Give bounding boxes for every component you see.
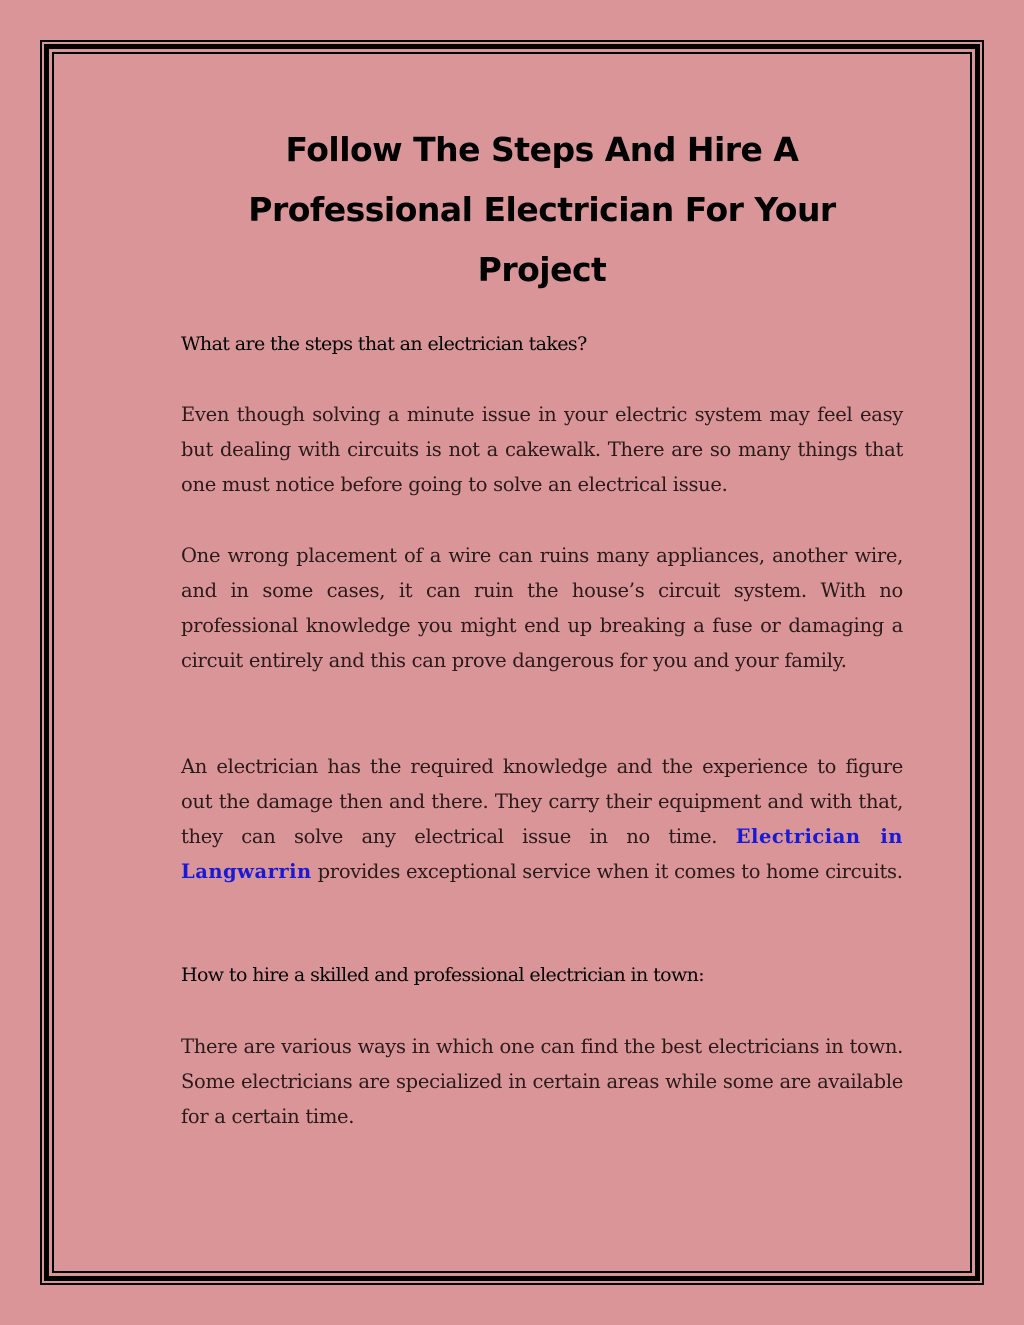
paragraph-text-before-link: An electrician has the required knowledge and the experience to figure out the damage then and there. They carry their equipment and with that, they can solve any electrical issue in no time.: [181, 755, 903, 848]
paragraph-electrician-knowledge: [181, 749, 903, 889]
electrician-langwarrin-link[interactable]: Electrician in Langwarrin: [181, 825, 903, 883]
paragraph-wire-risks: One wrong placement of a wire can ruins many appliances, another wire, and in some cases, it can ruin the house’s circuit system. With no professional knowledge you might end up breaking a fuse or damaging a circuit entirely and this can prove dangerous for you and your family.: [181, 544, 903, 672]
page-title: [181, 120, 903, 300]
page-title-line-2: Professional Electrician For Your Project: [248, 190, 836, 289]
document-body: [181, 120, 903, 1128]
paragraph-text-after-link: provides exceptional service when it comes to home circuits.: [317, 860, 903, 883]
section-heading-steps: What are the steps that an electrician takes?: [181, 333, 587, 355]
paragraph-finding-electricians: There are various ways in which one can find the best electricians in town. Some electricians are specialized in certain areas while some are available for a certain time.: [181, 1035, 903, 1128]
section-heading-hire: How to hire a skilled and professional electrician in town:: [181, 964, 705, 986]
page-title-line-1: Follow The Steps And Hire A: [285, 130, 799, 169]
paragraph-intro: Even though solving a minute issue in your electric system may feel easy but dealing with circuits is not a cakewalk. There are so many things that one must notice before going to solve an electrical issue.: [181, 403, 903, 496]
